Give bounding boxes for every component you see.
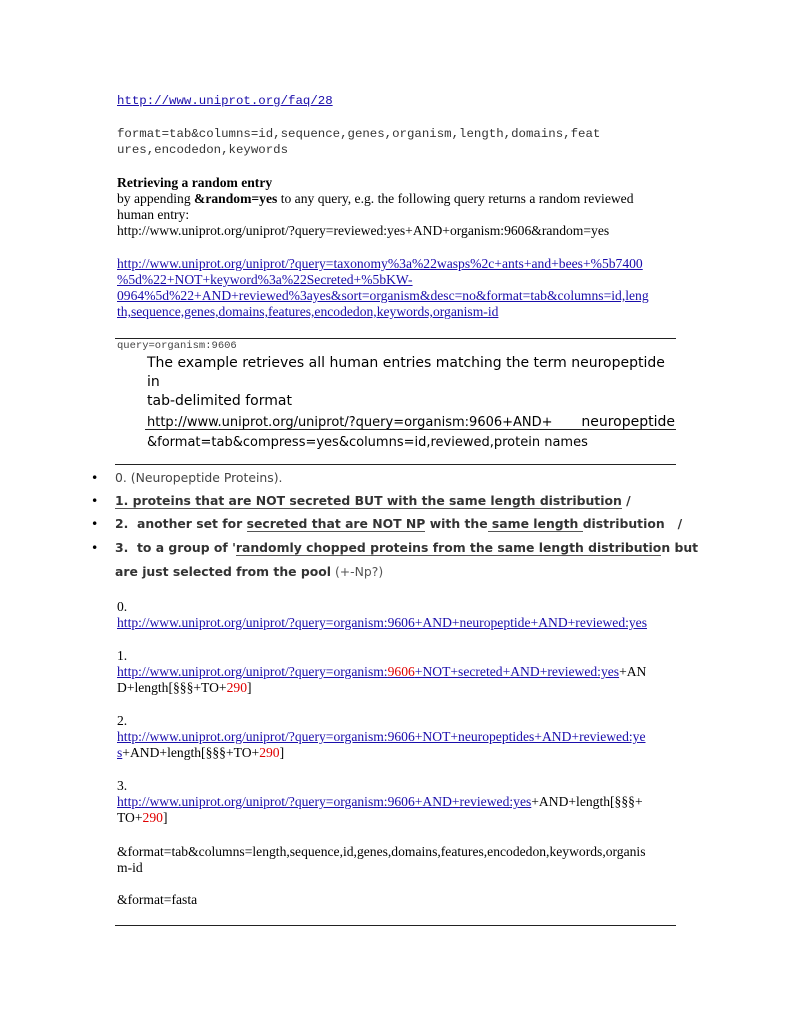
random-desc-line2: human entry: xyxy=(117,207,190,222)
query-1-length-end: ] xyxy=(246,680,252,695)
bullet-text: 2. another set for xyxy=(115,516,247,531)
example-line-2: tab-delimited format xyxy=(147,393,292,409)
query-0 xyxy=(117,599,677,631)
format-fasta: &format=fasta xyxy=(117,892,198,907)
bullet-text: n but xyxy=(661,540,699,555)
format-line-2: ures,encodedon,keywords xyxy=(117,143,289,157)
bullet-text: distribution / xyxy=(582,516,683,531)
query-1-length: D+length[§§§+TO+ xyxy=(117,680,227,695)
example-box xyxy=(147,354,675,452)
query-2-length-highlight: 290 xyxy=(259,745,280,760)
query-1-link-highlight[interactable]: 9606 xyxy=(387,664,415,679)
bullet-icon: • xyxy=(91,540,99,555)
query-1-tail: +AN xyxy=(619,664,647,679)
query-2 xyxy=(117,713,677,761)
query-label: 3. xyxy=(117,778,128,793)
query-label: 1. xyxy=(117,648,128,663)
taxonomy-link[interactable] xyxy=(117,256,677,320)
bullet-text-tail: / xyxy=(621,493,631,508)
random-desc-suffix: to any query, e.g. the following query returns a random reviewed xyxy=(277,191,634,206)
bullet-icon: • xyxy=(91,493,99,508)
faq-link[interactable]: http://www.uniprot.org/faq/28 xyxy=(117,94,333,108)
query-2-link-end[interactable]: s xyxy=(117,745,123,760)
taxonomy-link-line[interactable]: %5d%22+NOT+keyword%3a%22Secreted+%5bKW- xyxy=(117,272,413,287)
bullet-text: 0. (Neuropeptide Proteins). xyxy=(115,470,283,485)
query-1-link[interactable] xyxy=(117,664,619,679)
query-label: 2. xyxy=(117,713,128,728)
query-3-length-highlight: 290 xyxy=(142,810,163,825)
random-desc-prefix: by appending xyxy=(117,191,195,206)
example-box-bottom-rule xyxy=(145,429,676,430)
format-line-1: format=tab&columns=id,sequence,genes,organism,length,domains,feat xyxy=(117,127,601,141)
bullet-icon: • xyxy=(91,516,99,531)
query-3-tail: +AND+length[§§§+ xyxy=(531,794,643,809)
example-url-1b: neuropeptide xyxy=(581,414,675,430)
divider xyxy=(115,925,676,926)
query-organism: query=organism:9606 xyxy=(117,340,237,352)
taxonomy-link-line[interactable]: th,sequence,genes,domains,features,encodedon,keywords,organism-id xyxy=(117,304,499,319)
query-1-link-part[interactable]: http://www.uniprot.org/uniprot/?query=organism: xyxy=(117,664,388,679)
taxonomy-link-line[interactable]: http://www.uniprot.org/uniprot/?query=taxonomy%3a%22wasps%2c+ants+and+bees+%5b7400 xyxy=(117,256,643,271)
format-columns-text xyxy=(117,126,600,158)
divider xyxy=(115,338,676,339)
taxonomy-link-line[interactable]: 0964%5d%22+AND+reviewed%3ayes&sort=organism&desc=no&format=tab&columns=id,leng xyxy=(117,288,649,303)
bullet-text-underlined: same length xyxy=(487,516,583,531)
format-params xyxy=(117,844,677,876)
query-3-link[interactable]: http://www.uniprot.org/uniprot/?query=organism:9606+AND+reviewed:yes xyxy=(117,794,532,809)
bullet-text: are just selected from the pool xyxy=(115,564,331,579)
example-url-1a: http://www.uniprot.org/uniprot/?query=organism:9606+AND+ xyxy=(147,415,553,430)
example-line-1: The example retrieves all human entries matching the term neuropeptide in xyxy=(147,355,665,390)
format-params-line-2: m-id xyxy=(117,860,143,875)
query-2-link[interactable]: http://www.uniprot.org/uniprot/?query=organism:9606+NOT+neuropeptides+AND+reviewed:ye xyxy=(117,729,646,744)
bullet-text-underlined: randomly chopped proteins from the same length distributio xyxy=(235,540,662,555)
bullet-icon: • xyxy=(91,470,99,485)
random-heading: Retrieving a random entry xyxy=(117,175,273,190)
query-0-link[interactable]: http://www.uniprot.org/uniprot/?query=organism:9606+AND+neuropeptide+AND+reviewed:yes xyxy=(117,615,648,630)
query-1-link-part[interactable]: +NOT+secreted+AND+reviewed:yes xyxy=(414,664,620,679)
bullet-text: with the xyxy=(425,516,488,531)
random-desc-bold: &random=yes xyxy=(194,191,278,206)
query-3 xyxy=(117,778,677,826)
query-2-length-end: ] xyxy=(279,745,285,760)
query-1 xyxy=(117,648,677,696)
format-params-line-1: &format=tab&columns=length,sequence,id,genes,domains,features,encodedon,keywords,organis xyxy=(117,844,646,859)
example-url-2: &format=tab&compress=yes&columns=id,reviewed,protein names xyxy=(147,435,588,450)
query-2-length: +AND+length[§§§+TO+ xyxy=(122,745,260,760)
bullet-text: 1. proteins that are NOT secreted BUT with the same length distribution xyxy=(115,493,622,508)
random-entry-section xyxy=(117,175,677,239)
query-1-length-highlight: 290 xyxy=(226,680,247,695)
bullet-text: 3. to a group of ' xyxy=(115,540,236,555)
divider xyxy=(115,464,676,465)
query-label: 0. xyxy=(117,599,128,614)
bullet-text-tail: (+-Np?) xyxy=(331,564,384,579)
query-3-length: TO+ xyxy=(117,810,143,825)
query-3-length-end: ] xyxy=(162,810,168,825)
random-url-text: http://www.uniprot.org/uniprot/?query=reviewed:yes+AND+organism:9606&random=yes xyxy=(117,223,610,238)
bullet-text-underlined: secreted that are NOT NP xyxy=(246,516,426,531)
